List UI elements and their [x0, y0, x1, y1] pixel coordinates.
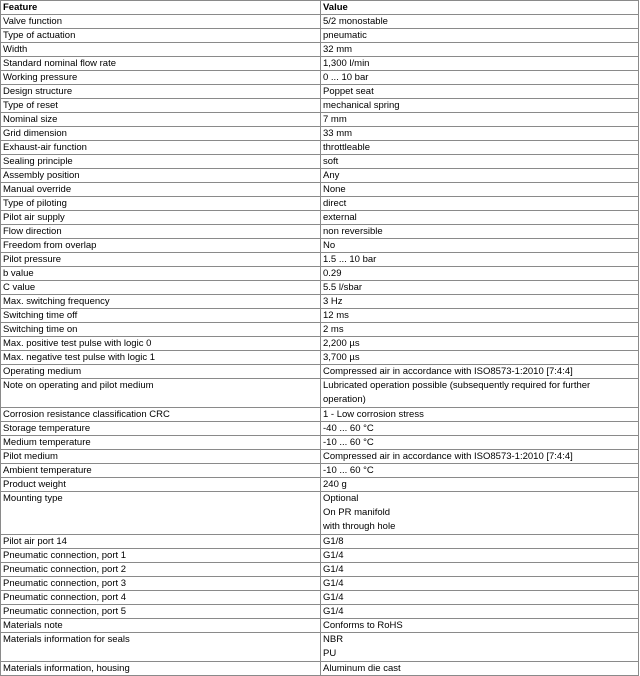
value-line: On PR manifold	[323, 507, 391, 518]
value-cell	[321, 633, 639, 662]
feature-cell: Switching time off	[1, 309, 321, 323]
table-row	[1, 141, 639, 155]
value-line: 32 mm	[323, 44, 353, 55]
value-cell	[321, 85, 639, 99]
value-line: PU	[323, 648, 337, 659]
table-row	[1, 365, 639, 379]
table-row	[1, 211, 639, 225]
table-row	[1, 239, 639, 253]
value-cell	[321, 127, 639, 141]
value-line: 1.5 ... 10 bar	[323, 254, 377, 265]
table-row	[1, 422, 639, 436]
table-row	[1, 29, 639, 43]
value-line: external	[323, 212, 357, 223]
value-line: -10 ... 60 °C	[323, 437, 374, 448]
value-cell	[321, 71, 639, 85]
table-row	[1, 450, 639, 464]
table-row	[1, 662, 639, 676]
value-cell	[321, 492, 639, 535]
feature-cell: Valve function	[1, 15, 321, 29]
value-line: G1/4	[323, 606, 344, 617]
value-line: 5/2 monostable	[323, 16, 388, 27]
value-cell	[321, 619, 639, 633]
feature-cell: Max. negative test pulse with logic 1	[1, 351, 321, 365]
value-cell	[321, 365, 639, 379]
value-cell	[321, 225, 639, 239]
feature-cell: Ambient temperature	[1, 464, 321, 478]
feature-cell: Pilot air supply	[1, 211, 321, 225]
table-row	[1, 225, 639, 239]
table-row	[1, 337, 639, 351]
value-line: mechanical spring	[323, 100, 400, 111]
feature-cell: Nominal size	[1, 113, 321, 127]
feature-column-header: Feature	[1, 1, 321, 15]
table-row	[1, 351, 639, 365]
table-row	[1, 605, 639, 619]
feature-cell: Type of actuation	[1, 29, 321, 43]
feature-cell: Pneumatic connection, port 5	[1, 605, 321, 619]
value-cell	[321, 295, 639, 309]
value-column-header: Value	[321, 1, 639, 15]
feature-cell: Mounting type	[1, 492, 321, 535]
value-line: -10 ... 60 °C	[323, 465, 374, 476]
value-cell	[321, 211, 639, 225]
table-row	[1, 563, 639, 577]
value-cell	[321, 239, 639, 253]
feature-cell: Pneumatic connection, port 4	[1, 591, 321, 605]
value-cell	[321, 464, 639, 478]
value-line: 7 mm	[323, 114, 347, 125]
value-line: No	[323, 240, 336, 251]
table-body	[1, 15, 639, 676]
value-line: 12 ms	[323, 310, 349, 321]
feature-cell: Width	[1, 43, 321, 57]
value-cell	[321, 323, 639, 337]
value-cell	[321, 535, 639, 549]
feature-cell: Switching time on	[1, 323, 321, 337]
feature-cell: Design structure	[1, 85, 321, 99]
table-row	[1, 155, 639, 169]
feature-cell: Flow direction	[1, 225, 321, 239]
value-line: direct	[323, 198, 347, 209]
value-cell	[321, 478, 639, 492]
table-row	[1, 309, 639, 323]
value-line: Poppet seat	[323, 86, 374, 97]
table-row	[1, 619, 639, 633]
table-row	[1, 577, 639, 591]
table-row	[1, 253, 639, 267]
value-line: -40 ... 60 °C	[323, 423, 374, 434]
feature-cell: Exhaust-air function	[1, 141, 321, 155]
table-row	[1, 436, 639, 450]
value-cell	[321, 43, 639, 57]
feature-cell: Product weight	[1, 478, 321, 492]
table-row	[1, 379, 639, 408]
value-cell	[321, 57, 639, 71]
feature-cell: Corrosion resistance classification CRC	[1, 408, 321, 422]
feature-cell: Pneumatic connection, port 1	[1, 549, 321, 563]
table-row	[1, 57, 639, 71]
table-row	[1, 295, 639, 309]
value-cell	[321, 337, 639, 351]
value-line: 240 g	[323, 479, 347, 490]
header-row	[1, 1, 639, 15]
value-line: G1/4	[323, 592, 344, 603]
table-row	[1, 183, 639, 197]
feature-cell: Materials information for seals	[1, 633, 321, 662]
value-cell	[321, 155, 639, 169]
feature-cell: Pneumatic connection, port 2	[1, 563, 321, 577]
table-row	[1, 127, 639, 141]
value-cell	[321, 591, 639, 605]
value-cell	[321, 577, 639, 591]
feature-cell: Type of piloting	[1, 197, 321, 211]
table-row	[1, 15, 639, 29]
value-cell	[321, 605, 639, 619]
value-line: 3 Hz	[323, 296, 343, 307]
table-row	[1, 323, 639, 337]
table-row	[1, 464, 639, 478]
table-row	[1, 549, 639, 563]
table-row	[1, 535, 639, 549]
feature-cell: C value	[1, 281, 321, 295]
value-cell	[321, 169, 639, 183]
table-row	[1, 408, 639, 422]
feature-cell: Materials note	[1, 619, 321, 633]
value-line: G1/8	[323, 536, 344, 547]
feature-cell: b value	[1, 267, 321, 281]
feature-cell: Storage temperature	[1, 422, 321, 436]
value-line: Compressed air in accordance with ISO8573-1:2010 [7:4:4]	[323, 366, 573, 377]
value-cell	[321, 29, 639, 43]
table-row	[1, 478, 639, 492]
value-line: NBR	[323, 634, 344, 645]
feature-cell: Pneumatic connection, port 3	[1, 577, 321, 591]
feature-cell: Assembly position	[1, 169, 321, 183]
value-cell	[321, 267, 639, 281]
value-line: 5.5 l/sbar	[323, 282, 363, 293]
value-line: Aluminum die cast	[323, 663, 401, 674]
table-row	[1, 267, 639, 281]
value-cell	[321, 141, 639, 155]
value-cell	[321, 183, 639, 197]
table-row	[1, 99, 639, 113]
value-cell	[321, 309, 639, 323]
feature-cell: Pilot medium	[1, 450, 321, 464]
feature-cell: Freedom from overlap	[1, 239, 321, 253]
value-cell	[321, 253, 639, 267]
value-line: None	[323, 184, 346, 195]
feature-cell: Pilot air port 14	[1, 535, 321, 549]
feature-cell: Max. switching frequency	[1, 295, 321, 309]
table-row	[1, 492, 639, 535]
table-row	[1, 633, 639, 662]
value-cell	[321, 436, 639, 450]
value-line: Compressed air in accordance with ISO8573-1:2010 [7:4:4]	[323, 451, 573, 462]
value-cell	[321, 563, 639, 577]
feature-cell: Grid dimension	[1, 127, 321, 141]
value-line: 0.29	[323, 268, 342, 279]
table-row	[1, 281, 639, 295]
table-row	[1, 591, 639, 605]
value-line: Conforms to RoHS	[323, 620, 403, 631]
value-line: with through hole	[323, 521, 396, 532]
value-cell	[321, 662, 639, 676]
value-line: 2,200 µs	[323, 338, 360, 349]
feature-cell: Materials information, housing	[1, 662, 321, 676]
feature-cell: Manual override	[1, 183, 321, 197]
feature-cell: Medium temperature	[1, 436, 321, 450]
value-line: Any	[323, 170, 340, 181]
table-row	[1, 169, 639, 183]
feature-cell: Note on operating and pilot medium	[1, 379, 321, 408]
feature-cell: Sealing principle	[1, 155, 321, 169]
value-line: 1,300 l/min	[323, 58, 370, 69]
feature-cell: Max. positive test pulse with logic 0	[1, 337, 321, 351]
value-line: pneumatic	[323, 30, 367, 41]
table-row	[1, 113, 639, 127]
table-row	[1, 43, 639, 57]
value-line: 3,700 µs	[323, 352, 360, 363]
value-cell	[321, 379, 639, 408]
value-cell	[321, 351, 639, 365]
value-line: G1/4	[323, 550, 344, 561]
value-cell	[321, 281, 639, 295]
value-line: G1/4	[323, 564, 344, 575]
value-line: Lubricated operation possible (subsequently required for further	[323, 380, 591, 391]
value-cell	[321, 450, 639, 464]
value-cell	[321, 422, 639, 436]
value-line: Optional	[323, 493, 359, 504]
table-row	[1, 71, 639, 85]
feature-cell: Working pressure	[1, 71, 321, 85]
value-line: 1 - Low corrosion stress	[323, 409, 424, 420]
value-line: G1/4	[323, 578, 344, 589]
value-line: soft	[323, 156, 339, 167]
value-line: throttleable	[323, 142, 371, 153]
value-cell	[321, 15, 639, 29]
value-line: 0 ... 10 bar	[323, 72, 369, 83]
value-line: operation)	[323, 394, 366, 405]
value-cell	[321, 549, 639, 563]
feature-cell: Type of reset	[1, 99, 321, 113]
table-row	[1, 197, 639, 211]
value-line: 2 ms	[323, 324, 344, 335]
value-cell	[321, 99, 639, 113]
value-cell	[321, 408, 639, 422]
feature-cell: Standard nominal flow rate	[1, 57, 321, 71]
feature-cell: Pilot pressure	[1, 253, 321, 267]
feature-cell: Operating medium	[1, 365, 321, 379]
table-row	[1, 85, 639, 99]
value-line: 33 mm	[323, 128, 353, 139]
value-cell	[321, 113, 639, 127]
value-line: non reversible	[323, 226, 383, 237]
value-cell	[321, 197, 639, 211]
